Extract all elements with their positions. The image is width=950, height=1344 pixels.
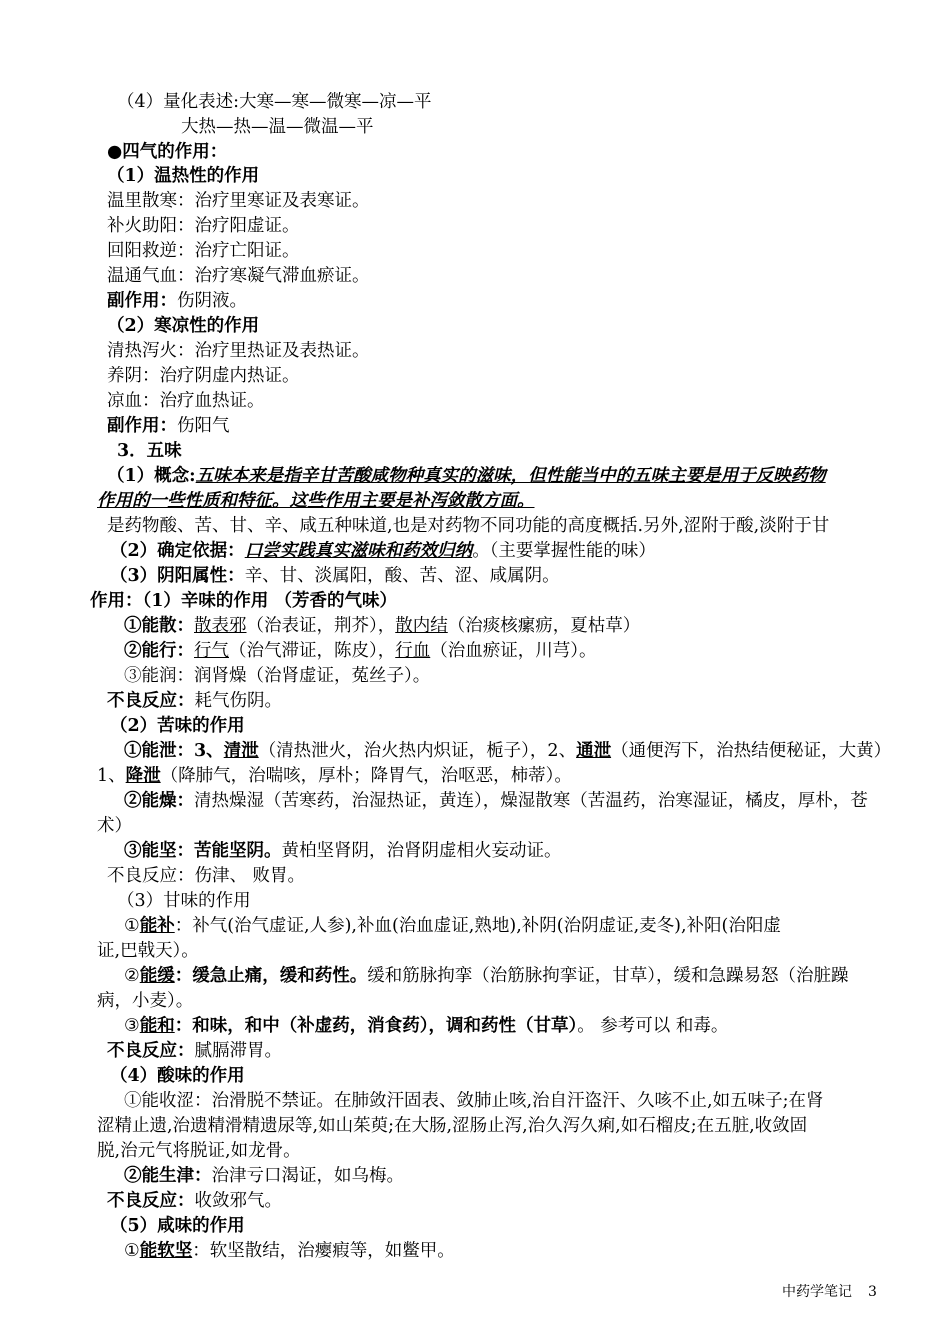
text-line xyxy=(107,389,265,414)
line-text: 。 参考可以 和毒。 xyxy=(577,1016,729,1036)
underlined-term: 能缓 xyxy=(139,966,175,986)
basis-text: 口尝实践真实滋味和药效归纳 xyxy=(244,541,473,561)
heading-text: （4）酸味的作用 xyxy=(110,1066,245,1086)
line-text: 回阳救逆：治疗亡阳证。 xyxy=(107,241,300,261)
line-text: 不良反应：伤津、 败胃。 xyxy=(107,866,306,886)
underlined-term: 通泄 xyxy=(576,741,612,761)
text-line xyxy=(97,814,132,839)
underlined-term: 散内结 xyxy=(395,616,448,636)
text-line xyxy=(107,1039,282,1064)
text-line xyxy=(124,1164,404,1189)
text-line xyxy=(117,90,432,115)
line-text: 辛、甘、淡属阳，酸、苦、涩、咸属阴。 xyxy=(244,566,560,586)
line-text: 是药物酸、苦、甘、辛、咸五种味道,也是对药物不同功能的高度概括.另外,涩附于酸,淡附于甘 xyxy=(107,516,830,536)
adverse-reaction-label: 不良反应： xyxy=(107,1041,195,1061)
text-line xyxy=(107,189,370,214)
text-line xyxy=(107,364,300,389)
text-line xyxy=(124,914,781,939)
line-text: ：补气(治气虚证,人参),补血(治血虚证,熟地),补阴(治阴虚证,麦冬),补阳(治阳虚 xyxy=(174,916,781,936)
footer-title: 中药学笔记 xyxy=(782,1284,852,1300)
text-line xyxy=(124,639,597,664)
yin-yang-label: （3）阴阳属性： xyxy=(110,566,245,586)
line-text: 清热泻火：治疗里热证及表热证。 xyxy=(107,341,370,361)
heading-text: （1）温热性的作用 xyxy=(107,166,260,186)
circled-number: ③ xyxy=(124,1016,140,1036)
text-line xyxy=(107,339,370,364)
item-label: ②能生津： xyxy=(124,1166,212,1186)
text-line xyxy=(181,115,374,140)
heading-text: 3．五味 xyxy=(117,441,182,461)
adverse-reaction-label: 不良反应： xyxy=(107,1191,195,1211)
text-line xyxy=(107,214,300,239)
text-line xyxy=(124,664,430,689)
underlined-term: 行血 xyxy=(395,641,431,661)
text-line xyxy=(124,839,562,864)
text-line xyxy=(124,614,640,639)
line-text: 补火助阳：治疗阳虚证。 xyxy=(107,216,300,236)
text-line xyxy=(124,789,868,814)
line-text: 收敛邪气。 xyxy=(194,1191,282,1211)
text-line xyxy=(124,1239,455,1264)
item-label: ①能散： xyxy=(124,616,194,636)
text-line xyxy=(97,764,572,789)
subsection-heading xyxy=(117,889,251,914)
line-text: 清热燥湿（苦寒药，治湿热证，黄连），燥湿散寒（苦温药，治寒湿证，橘皮，厚朴，苍 xyxy=(194,791,868,811)
circled-number: ② xyxy=(124,966,140,986)
line-text: 病，小麦）。 xyxy=(97,991,194,1011)
concept-definition: 五味本来是指辛甘苦酸咸物种真实的滋味，但性能当中的五味主要是用于反映药物 xyxy=(195,466,826,486)
underlined-term: 行气 xyxy=(194,641,229,661)
subsection-heading xyxy=(110,714,245,739)
line-text: （通便泻下，治热结便秘证，大黄） xyxy=(611,741,892,761)
line-text: ③能润：润肾燥（治肾虚证，菟丝子）。 xyxy=(124,666,431,686)
line-text: 缓和筋脉拘挛（治筋脉拘挛证，甘草），缓和急躁易怒（治脏躁 xyxy=(367,966,849,986)
line-text: 伤阳气 xyxy=(177,416,230,436)
underlined-term: 散表邪 xyxy=(194,616,247,636)
heading-text: （3）甘味的作用 xyxy=(117,891,251,911)
line-text: 腻膈滞胃。 xyxy=(194,1041,282,1061)
text-line xyxy=(107,239,300,264)
concept-definition: 作用的一些性质和特征。这些作用主要是补泻敛散方面。 xyxy=(97,491,535,511)
line-text: 涩精止遗,治遗精滑精遗尿等,如山茱萸;在大肠,涩肠止泻,治久泻久痢,如石榴皮;在五脏,收敛固 xyxy=(97,1116,808,1136)
line-text: ：软坚散结，治瘿瘕等，如鳖甲。 xyxy=(192,1241,455,1261)
text-line xyxy=(97,939,199,964)
line-text: 治滑脱不禁证。在肺敛汗固表、敛肺止咳,治自汗盗汗、久咳不止,如五味子;在肾 xyxy=(211,1091,824,1111)
heading-text: （5）咸味的作用 xyxy=(110,1216,245,1236)
line-text: 。（主要掌握性能的味） xyxy=(472,541,656,561)
text-line xyxy=(107,514,829,539)
text-line xyxy=(107,689,282,714)
line-text: 温里散寒：治疗里寒证及表寒证。 xyxy=(107,191,370,211)
circled-number: ① xyxy=(124,1241,140,1261)
side-effect-label: 副作用： xyxy=(107,291,177,311)
text-line xyxy=(107,414,230,439)
text-line xyxy=(124,1014,728,1039)
bold-text: ：缓急止痛，缓和药性。 xyxy=(174,966,368,986)
line-text: 温通气血：治疗寒凝气滞血瘀证。 xyxy=(107,266,370,286)
text-line xyxy=(110,539,656,564)
line-text: （治痰核瘰疬，夏枯草） xyxy=(447,616,641,636)
line-text: 1、 xyxy=(97,766,126,786)
line-text: （降肺气，治喘咳，厚朴；降胃气，治呕恶，柿蒂）。 xyxy=(160,766,572,786)
line-text: 证,巴戟天）。 xyxy=(97,941,199,961)
line-text: （清热泄火，治火热内炽证，栀子），2、 xyxy=(258,741,577,761)
basis-label: （2）确定依据： xyxy=(110,541,245,561)
text-line xyxy=(107,464,826,489)
subsection-heading xyxy=(110,1214,245,1239)
heading-text: 作用：（1）辛味的作用 （芳香的气味） xyxy=(90,591,398,611)
subsection-heading xyxy=(90,589,397,614)
subsection-heading xyxy=(107,314,259,339)
concept-label: （1）概念: xyxy=(107,466,196,486)
bold-text: ：和味，和中（补虚药，消食药），调和药性（甘草） xyxy=(174,1016,578,1036)
text-line xyxy=(124,1089,824,1114)
line-text: （治血瘀证，川芎）。 xyxy=(430,641,597,661)
underlined-term: 能软坚 xyxy=(139,1241,193,1261)
underlined-term: 能和 xyxy=(139,1016,175,1036)
line-text: 脱,治元气将脱证,如龙骨。 xyxy=(97,1141,301,1161)
line-text: 治津亏口渴证，如乌梅。 xyxy=(211,1166,404,1186)
line-text: 养阴：治疗阴虚内热证。 xyxy=(107,366,300,386)
text-line xyxy=(110,564,560,589)
text-line xyxy=(97,1114,807,1139)
subsection-heading xyxy=(110,1064,245,1089)
item-label: ①能泄：3、 xyxy=(124,741,224,761)
heading-text: （2）寒凉性的作用 xyxy=(107,316,260,336)
text-line xyxy=(107,264,370,289)
page-number: 3 xyxy=(868,1284,877,1300)
item-label: ②能燥： xyxy=(124,791,194,811)
line-text: 耗气伤阴。 xyxy=(194,691,282,711)
section-heading xyxy=(117,439,182,464)
circled-number: ① xyxy=(124,916,140,936)
underlined-term: 清泄 xyxy=(223,741,259,761)
heading-text: ●四气的作用： xyxy=(107,142,228,162)
adverse-reaction-label: 不良反应： xyxy=(107,691,195,711)
page-footer xyxy=(782,1282,877,1302)
text-line xyxy=(97,489,535,514)
text-line xyxy=(107,1189,282,1214)
section-heading xyxy=(107,140,227,165)
text-line xyxy=(97,1139,301,1164)
line-text: 凉血：治疗血热证。 xyxy=(107,391,265,411)
item-label: ②能行： xyxy=(124,641,194,661)
text-line xyxy=(124,964,848,989)
line-text: （治气滞证，陈皮）， xyxy=(229,641,396,661)
item-label: ①能收涩： xyxy=(124,1091,212,1111)
text-line xyxy=(107,864,305,889)
line-text: 黄柏坚肾阴，治肾阴虚相火妄动证。 xyxy=(281,841,562,861)
quantified-cold-scale: （4）量化表述:大寒—寒—微寒—凉—平 xyxy=(117,92,432,112)
heading-text: （2）苦味的作用 xyxy=(110,716,245,736)
side-effect-label: 副作用： xyxy=(107,416,177,436)
line-text: （治表证，荆芥）， xyxy=(246,616,396,636)
quantified-heat-scale: 大热—热—温—微温—平 xyxy=(181,117,374,137)
line-text: 术） xyxy=(97,816,132,836)
text-line xyxy=(107,289,247,314)
item-label: ③能坚：苦能坚阴。 xyxy=(124,841,282,861)
underlined-term: 能补 xyxy=(139,916,175,936)
line-text: 伤阴液。 xyxy=(177,291,247,311)
underlined-term: 降泄 xyxy=(125,766,161,786)
subsection-heading xyxy=(107,164,259,189)
text-line xyxy=(97,989,193,1014)
text-line xyxy=(124,739,891,764)
